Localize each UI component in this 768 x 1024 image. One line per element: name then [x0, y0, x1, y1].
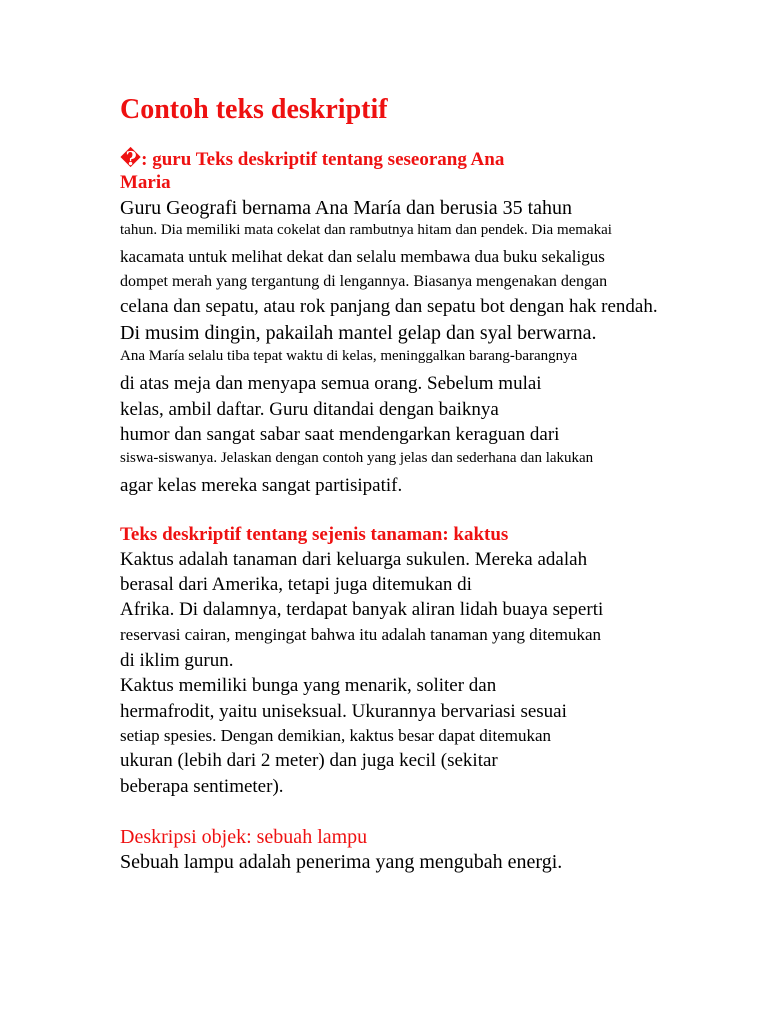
- paragraph-line: kacamata untuk melihat dekat dan selalu membawa dua buku sekaligus: [120, 247, 605, 266]
- paragraph-line: humor dan sangat sabar saat mendengarkan keraguan dari: [120, 424, 560, 445]
- paragraph-line: Afrika. Di dalamnya, terdapat banyak aliran lidah buaya seperti: [120, 599, 604, 620]
- paragraph-line: setiap spesies. Dengan demikian, kaktus besar dapat ditemukan: [120, 726, 552, 745]
- paragraph-line: agar kelas mereka sangat partisipatif.: [120, 475, 403, 496]
- paragraph-line: Kaktus adalah tanaman dari keluarga sukulen. Mereka adalah: [120, 549, 588, 570]
- paragraph-line: Guru Geografi bernama Ana María dan berusia 35 tahun: [120, 197, 573, 219]
- paragraph-line: dompet merah yang tergantung di lengannya. Biasanya mengenakan dengan: [120, 273, 608, 290]
- section1-heading: �: guru Teks deskriptif tentang seseorang Ana: [120, 149, 505, 170]
- paragraph-line: reservasi cairan, mengingat bahwa itu adalah tanaman yang ditemukan: [120, 625, 602, 644]
- paragraph-line: tahun. Dia memiliki mata cokelat dan rambutnya hitam dan pendek. Dia memakai: [120, 222, 612, 238]
- paragraph-line: celana dan sepatu, atau rok panjang dan sepatu bot dengan hak rendah.: [120, 296, 658, 317]
- paragraph-line: hermafrodit, yaitu uniseksual. Ukurannya bervariasi sesuai: [120, 701, 567, 722]
- paragraph-line: berasal dari Amerika, tetapi juga ditemukan di: [120, 574, 472, 595]
- paragraph-line: Di musim dingin, pakailah mantel gelap dan syal berwarna.: [120, 322, 597, 344]
- paragraph-line: ukuran (lebih dari 2 meter) dan juga kecil (sekitar: [120, 750, 498, 771]
- page-title: Contoh teks deskriptif: [120, 94, 388, 125]
- paragraph-line: beberapa sentimeter).: [120, 776, 284, 797]
- paragraph-line: kelas, ambil daftar. Guru ditandai dengan baiknya: [120, 399, 499, 420]
- section3-heading: Deskripsi objek: sebuah lampu: [120, 826, 368, 848]
- section2-heading: Teks deskriptif tentang sejenis tanaman: kaktus: [120, 524, 509, 545]
- paragraph-line: siswa-siswanya. Jelaskan dengan contoh yang jelas dan sederhana dan lakukan: [120, 450, 594, 466]
- paragraph-line: Kaktus memiliki bunga yang menarik, soliter dan: [120, 675, 497, 696]
- paragraph-line: di iklim gurun.: [120, 650, 234, 671]
- paragraph-line: Ana María selalu tiba tepat waktu di kelas, meninggalkan barang-barangnya: [120, 348, 578, 364]
- paragraph-line: di atas meja dan menyapa semua orang. Sebelum mulai: [120, 373, 542, 394]
- paragraph-line: Sebuah lampu adalah penerima yang mengubah energi.: [120, 851, 563, 873]
- section1-heading-cont: Maria: [120, 172, 171, 193]
